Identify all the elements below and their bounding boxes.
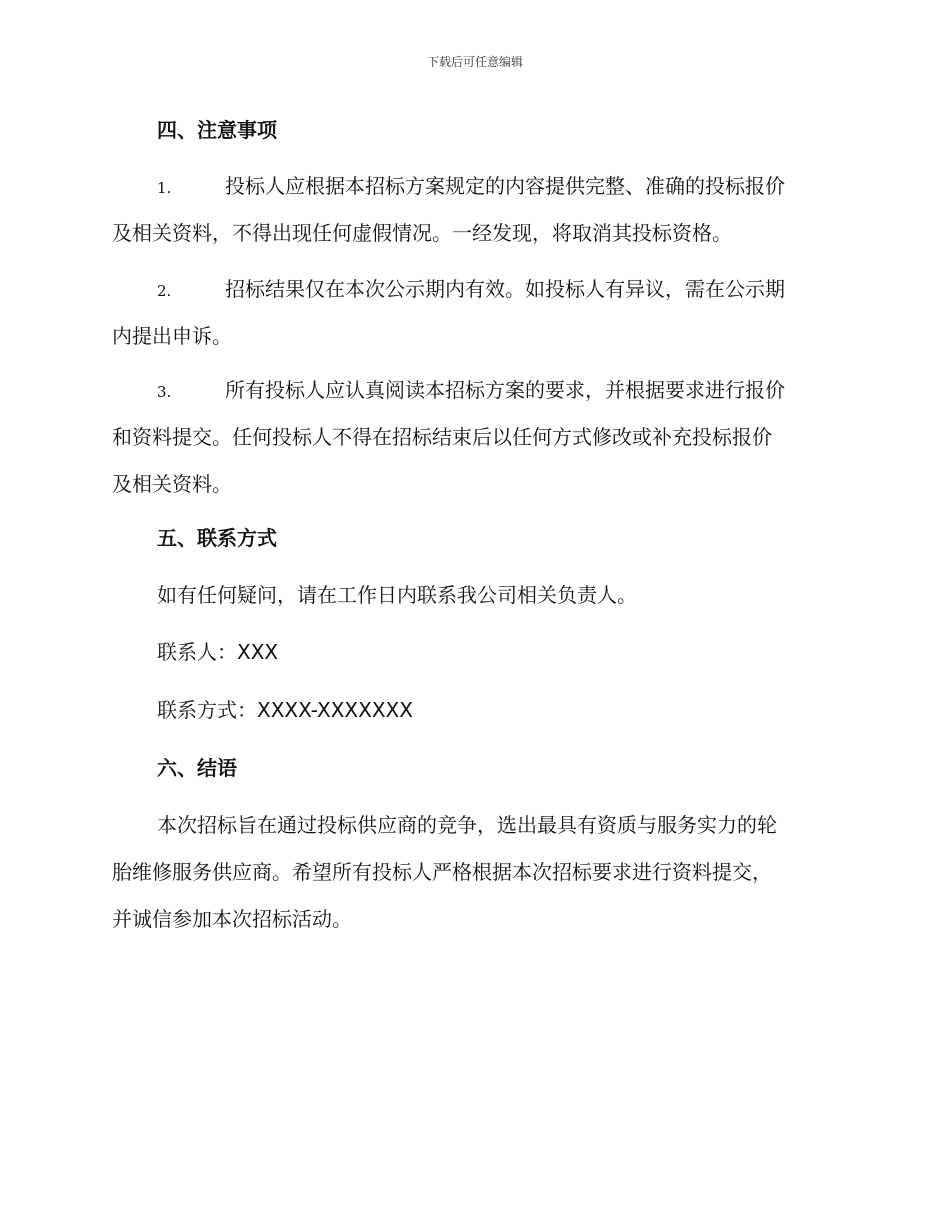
- note-item-3-number: 3.: [157, 383, 172, 401]
- conclusion-paragraph: [112, 802, 834, 943]
- conclusion-line-1: 本次招标旨在通过投标供应商的竞争，选出最具有资质与服务实力的轮: [157, 813, 777, 837]
- contact-intro: 如有任何疑问，请在工作日内联系我公司相关负责人。: [157, 583, 637, 607]
- section-heading-conclusion: 六、结语: [157, 756, 237, 780]
- note-item-1-text-1: 投标人应根据本招标方案规定的内容提供完整、准确的投标报价: [225, 174, 785, 198]
- conclusion-line-3: 并诚信参加本次招标活动。: [112, 907, 352, 931]
- contact-person: 联系人：XXX: [157, 640, 279, 664]
- note-item-1-number: 1.: [157, 179, 172, 197]
- contact-phone: 联系方式：XXXX-XXXXXXX: [157, 698, 413, 722]
- note-item-3-line-1: [112, 367, 834, 414]
- note-item-3-line-3: 及相关资料。: [112, 472, 232, 496]
- note-item-2-line-2: 内提出申诉。: [112, 324, 232, 348]
- note-item-2-line-1: [112, 266, 834, 313]
- section-heading-notes: 四、注意事项: [157, 118, 277, 142]
- note-item-3: [112, 367, 834, 508]
- note-item-2-text-1: 招标结果仅在本次公示期内有效。如投标人有异议，需在公示期: [225, 277, 785, 301]
- note-item-2-number: 2.: [157, 282, 172, 300]
- note-item-1-line-2: 及相关资料，不得出现任何虚假情况。一经发现，将取消其投标资格。: [112, 221, 732, 245]
- note-item-2: [112, 266, 834, 360]
- note-item-3-text-1: 所有投标人应认真阅读本招标方案的要求，并根据要求进行报价: [225, 378, 785, 402]
- note-item-3-line-2: 和资料提交。任何投标人不得在招标结束后以任何方式修改或补充投标报价: [112, 425, 772, 449]
- note-item-1-line-1: [112, 163, 834, 210]
- section-heading-contact: 五、联系方式: [157, 526, 277, 550]
- note-item-1: [112, 163, 834, 257]
- page-header: 下载后可任意编辑: [426, 55, 523, 69]
- conclusion-line-2: 胎维修服务供应商。希望所有投标人严格根据本次招标要求进行资料提交，: [112, 860, 772, 884]
